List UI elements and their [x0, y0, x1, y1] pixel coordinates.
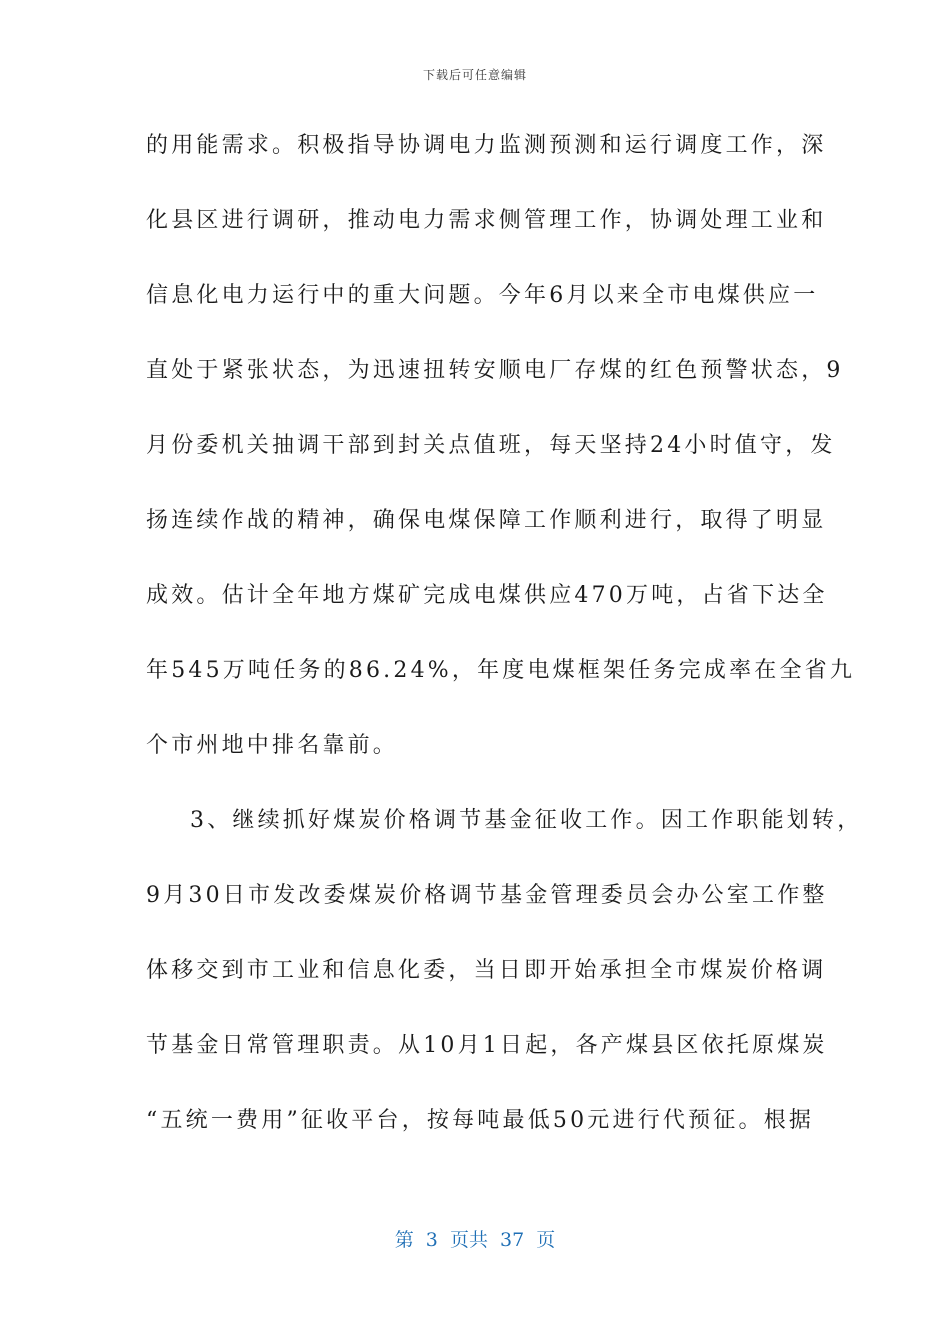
header-note: 下载后可任意编辑 [422, 68, 527, 82]
document-body [146, 124, 863, 1174]
page-footer: 第 3 页共 37 页 [394, 1229, 556, 1251]
text-line: 个市州地中排名靠前。 [146, 733, 399, 758]
text-line: “五统一费用”征收平台，按每吨最低50元进行代预征。根据 [146, 1108, 815, 1133]
text-line: 化县区进行调研，推动电力需求侧管理工作，协调处理工业和 [146, 208, 827, 233]
text-line: 体移交到市工业和信息化委，当日即开始承担全市煤炭价格调 [146, 958, 827, 983]
text-line: 节基金日常管理职责。从10月1日起，各产煤县区依托原煤炭 [146, 1033, 828, 1058]
text-line: 直处于紧张状态，为迅速扭转安顺电厂存煤的红色预警状态，9 [146, 358, 844, 383]
text-line: 成效。估计全年地方煤矿完成电煤供应470万吨，占省下达全 [146, 583, 828, 608]
text-line: 扬连续作战的精神，确保电煤保障工作顺利进行，取得了明显 [146, 508, 827, 533]
text-line: 月份委机关抽调干部到封关点值班，每天坚持24小时值守，发 [146, 433, 836, 458]
text-line: 年545万吨任务的86.24%，年度电煤框架任务完成率在全省九 [146, 658, 856, 683]
text-line: 9月30日市发改委煤炭价格调节基金管理委员会办公室工作整 [146, 883, 828, 908]
text-line: 信息化电力运行中的重大问题。今年6月以来全市电煤供应一 [146, 283, 819, 308]
paragraph-start-line: 3、继续抓好煤炭价格调节基金征收工作。因工作职能划转， [190, 808, 863, 833]
text-line: 的用能需求。积极指导协调电力监测预测和运行调度工作，深 [146, 133, 827, 158]
